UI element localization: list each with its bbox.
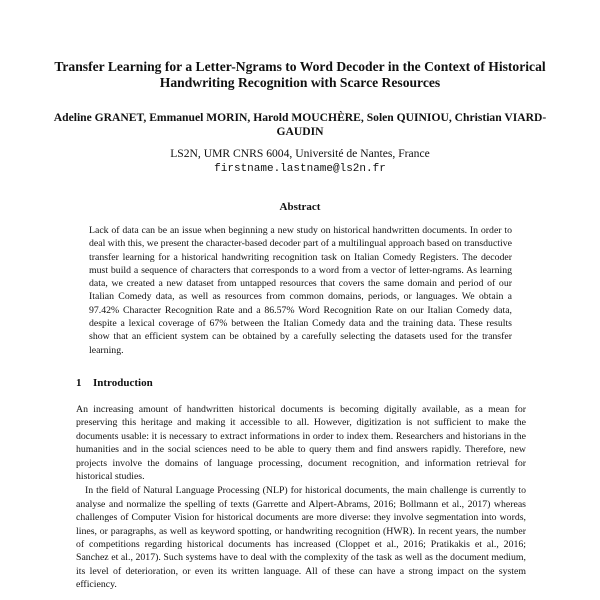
abstract-heading: Abstract: [279, 201, 321, 213]
section-number: 1: [76, 377, 82, 389]
body-paragraph: In the field of Natural Language Processing (NLP) for historical documents, the main challenge is currently to analyse and normalize the spelling of texts (Garrette and Alpert-Abrams, 2016; Bollmann et al., 2017) whereas challenges of Computer Vision for historical documents are more diverse: they involve segmentation into words, lines, or paragraphs, as well as keyword spotting, or handwriting recognition (HWR). In recent years, the number of competitions regarding historical documents has increased (Cloppet et al., 2016; Pratikakis et al., 2016; Sanchez et al., 2017). Such systems have to deal with the complexity of the task as well as the document medium, its level of deterioration, or even its written language. All of these can have a strong impact on the system efficiency.: [76, 485, 526, 591]
paper-title: Transfer Learning for a Letter-Ngrams to Word Decoder in the Context of Historical Handwriting Recognition with Scarce Resources: [54, 59, 546, 90]
abstract-text: Lack of data can be an issue when beginning a new study on historical handwritten documents. In order to deal with this, we present the character-based decoder part of a multilingual approach based on transductive transfer learning for a historical handwriting recognition task on Italian Comedy Registers. The decoder must build a sequence of characters that corresponds to a word from a vector of letter-ngrams. As learning data, we created a new dataset from untapped resources that covers the same domain and period of our Italian Comedy data, as well as resources from common domains, periods, or languages. We obtain a 97.42% Character Recognition Rate and a 86.57% Word Recognition Rate on our Italian Comedy data, despite a lexical coverage of 67% between the Italian Comedy data and the training data. These results show that an efficient system can be obtained by a carefully selecting the datasets used for the transfer learning.: [89, 225, 512, 356]
affiliation: LS2N, UMR CNRS 6004, Université de Nantes, France: [170, 147, 430, 160]
body-paragraph: An increasing amount of handwritten historical documents is becoming digitally available, as a mean for preserving this heritage and making it accessible to all. However, digitization is not sufficient to make the documents usable: it is necessary to extract informations in order to index them. Researchers and historians in the humanities and in the social sciences need to be able to query them and find answers rapidly. Therefore, new projects involve the domains of language processing, document recognition, and information retrieval for historical studies.: [76, 404, 526, 483]
section-title: Introduction: [93, 377, 153, 389]
author-list: Adeline GRANET, Emmanuel MORIN, Harold MOUCHÈRE, Solen QUINIOU, Christian VIARD-GAUDIN: [53, 111, 547, 139]
section-heading: [76, 376, 153, 390]
section-body: [76, 403, 526, 592]
email: firstname.lastname@ls2n.fr: [214, 163, 386, 175]
